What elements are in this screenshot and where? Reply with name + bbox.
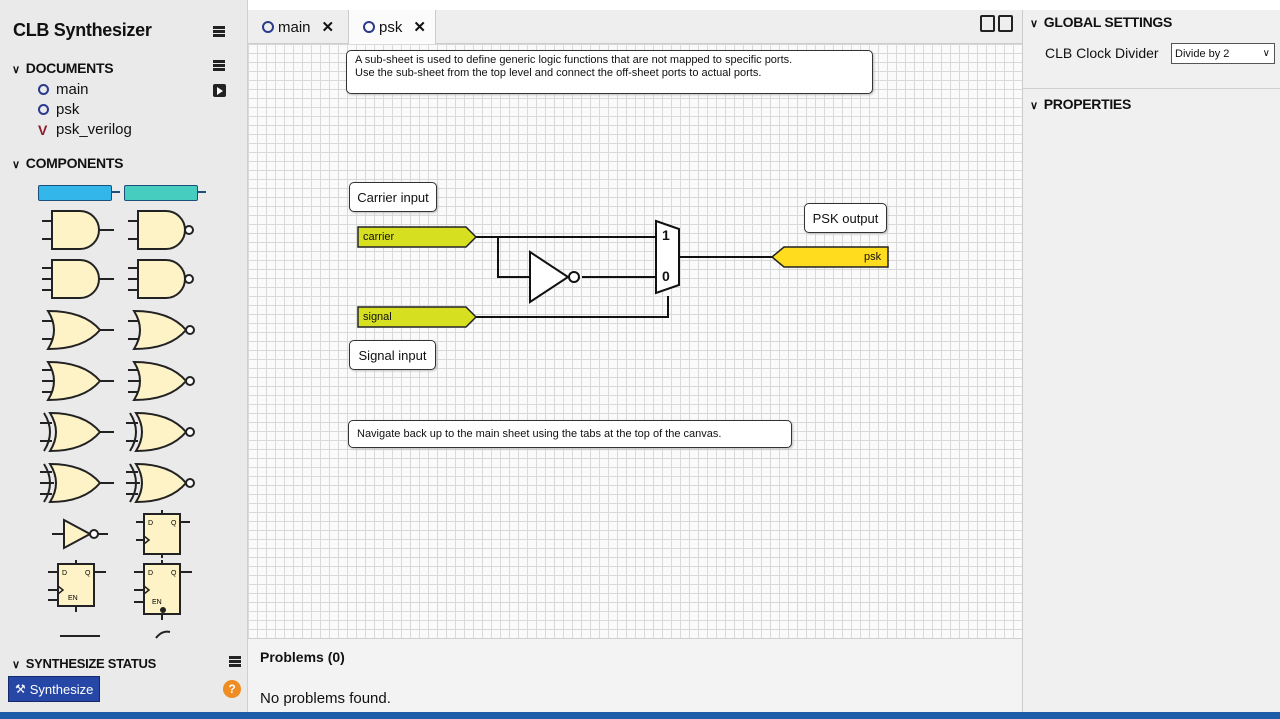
documents-menu-icon[interactable] xyxy=(213,60,225,71)
close-icon[interactable]: ✕ xyxy=(413,19,426,36)
inverter-bubble xyxy=(569,272,579,282)
close-icon[interactable]: ✕ xyxy=(321,19,335,36)
divider xyxy=(1023,88,1280,89)
jk-flip-flop-component[interactable] xyxy=(132,560,196,622)
problems-title[interactable]: Problems (0) xyxy=(260,649,345,665)
chevron-down-icon: ∨ xyxy=(1262,48,1270,59)
left-panel xyxy=(0,0,248,712)
d-flip-flop-enable-component[interactable] xyxy=(46,560,110,612)
mux-input-1-label: 1 xyxy=(662,227,670,243)
note-bottom[interactable]: Navigate back up to the main sheet using the tabs at the top of the canvas. xyxy=(348,420,792,448)
wand-icon: ⚒ xyxy=(15,682,26,696)
problems-message: No problems found. xyxy=(260,690,391,707)
xor3-gate-component[interactable] xyxy=(40,460,118,506)
svg-text:EN: EN xyxy=(68,595,78,602)
note-top[interactable]: A sub-sheet is used to define generic logic functions that are not mapped to specific ports. Use the sub-sheet from the top level and connect the off-sheet ports to actual ports. xyxy=(346,50,873,94)
not-gate-component[interactable] xyxy=(50,514,110,554)
tab-main[interactable]: main ✕ xyxy=(248,10,344,44)
or3-gate-component[interactable] xyxy=(40,358,118,404)
input-port-component[interactable] xyxy=(38,185,112,201)
mux-input-0-label: 0 xyxy=(662,268,670,284)
menu-icon[interactable] xyxy=(213,26,225,37)
synthesize-button[interactable]: ⚒ Synthesize xyxy=(8,676,100,702)
verilog-v-icon: V xyxy=(38,121,48,138)
chevron-down-icon: ∨ xyxy=(1030,100,1038,112)
document-item-psk[interactable]: psk xyxy=(38,101,79,118)
schematic-canvas[interactable] xyxy=(248,44,1022,638)
right-panel xyxy=(1022,10,1280,712)
components-section-header[interactable]: ∨ COMPONENTS xyxy=(12,155,124,171)
carrier-port-label: carrier xyxy=(363,231,395,243)
d-flip-flop-component[interactable] xyxy=(134,510,194,558)
inverter-gate xyxy=(530,252,568,302)
chevron-down-icon: ∨ xyxy=(12,659,20,671)
nor3-gate-component[interactable] xyxy=(126,358,204,404)
svg-text:Q: Q xyxy=(171,570,177,577)
tab-psk[interactable]: psk ✕ xyxy=(348,10,436,44)
and3-gate-component[interactable] xyxy=(40,256,118,302)
wire-signal-to-mux-select xyxy=(474,296,668,317)
signal-input-label[interactable]: Signal input xyxy=(349,340,436,370)
more-components-peek-2 xyxy=(150,628,180,640)
nand-gate-component[interactable] xyxy=(126,207,204,253)
clock-divider-select[interactable]: Divide by 2 ∨ xyxy=(1171,43,1275,64)
svg-text:D: D xyxy=(62,570,68,577)
svg-text:D: D xyxy=(148,570,154,577)
help-icon[interactable]: ? xyxy=(223,680,241,698)
synthesize-status-header[interactable]: ∨ SYNTHESIZE STATUS xyxy=(12,656,156,671)
carrier-input-label[interactable]: Carrier input xyxy=(349,182,437,212)
or-gate-component[interactable] xyxy=(40,307,118,353)
document-item-psk-verilog[interactable]: V psk_verilog xyxy=(38,121,132,138)
and-gate-component[interactable] xyxy=(40,207,118,253)
properties-header[interactable]: ∨ PROPERTIES xyxy=(1030,96,1132,112)
nand3-gate-component[interactable] xyxy=(126,256,204,302)
xnor3-gate-component[interactable] xyxy=(126,460,204,506)
documents-section-header[interactable]: ∨ DOCUMENTS xyxy=(12,60,114,76)
psk-output-label[interactable]: PSK output xyxy=(804,203,887,233)
app-title: CLB Synthesizer xyxy=(13,20,152,40)
circuit-ring-icon xyxy=(262,21,274,33)
synthesize-menu-icon[interactable] xyxy=(229,656,241,667)
document-item-main[interactable]: main xyxy=(38,81,89,98)
sheet-tabs xyxy=(248,10,1022,44)
svg-text:EN: EN xyxy=(152,599,162,606)
svg-text:Q: Q xyxy=(85,570,91,577)
split-view-icon[interactable] xyxy=(980,15,1014,32)
xor-gate-component[interactable] xyxy=(40,409,118,455)
wire-carrier-to-inverter xyxy=(498,237,530,277)
problems-panel xyxy=(248,638,1022,712)
chevron-down-icon: ∨ xyxy=(1030,18,1038,30)
chevron-down-icon: ∨ xyxy=(12,159,20,171)
svg-text:Q: Q xyxy=(171,520,177,527)
nor-gate-component[interactable] xyxy=(126,307,204,353)
global-settings-header[interactable]: ∨ GLOBAL SETTINGS xyxy=(1030,14,1173,30)
chevron-down-icon: ∨ xyxy=(12,64,20,76)
circuit-diagram xyxy=(248,44,1022,638)
more-components-peek xyxy=(56,630,106,640)
signal-port-label: signal xyxy=(363,311,392,323)
circuit-ring-icon xyxy=(38,84,49,95)
svg-text:D: D xyxy=(148,520,154,527)
output-port-component[interactable] xyxy=(124,185,198,201)
circuit-ring-icon xyxy=(38,104,49,115)
circuit-ring-icon xyxy=(363,21,375,33)
play-icon[interactable] xyxy=(213,84,226,97)
clock-divider-label: CLB Clock Divider xyxy=(1045,45,1159,61)
psk-port-label: psk xyxy=(864,251,882,263)
status-bar xyxy=(0,712,1280,719)
xnor-gate-component[interactable] xyxy=(126,409,204,455)
